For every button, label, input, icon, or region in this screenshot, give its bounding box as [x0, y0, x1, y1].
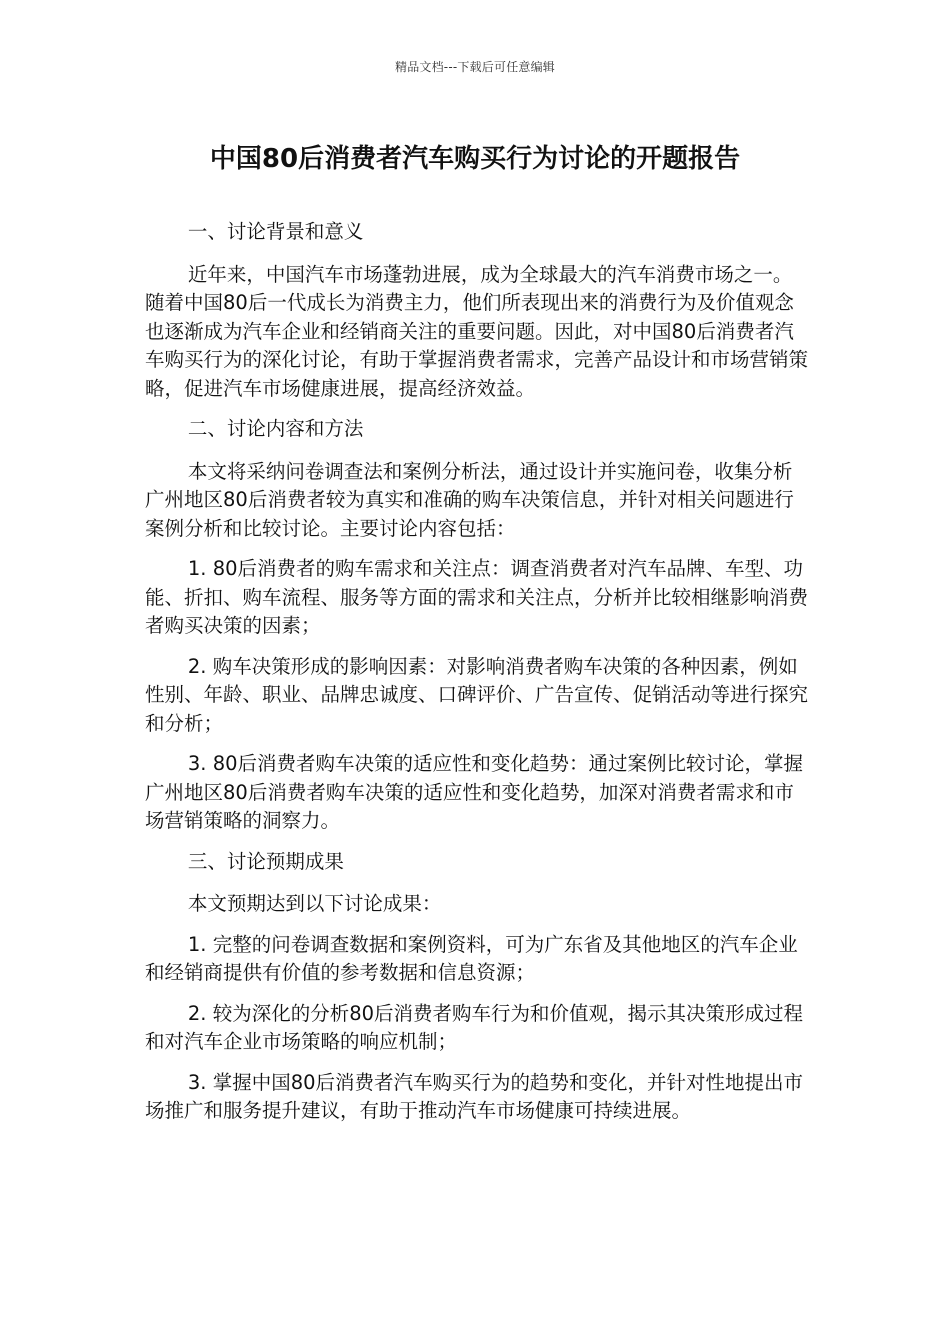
header-note: 精品文档---下载后可任意编辑 [395, 60, 555, 74]
list-item-result-3: 3. 掌握中国80后消费者汽车购买行为的趋势和变化，并针对性地提出市场推广和服务提升建议，有助于推动汽车市场健康可持续进展。 [145, 1070, 804, 1122]
paragraph-background: 近年来，中国汽车市场蓬勃进展，成为全球最大的汽车消费市场之一。随着中国80后一代成长为消费主力，他们所表现出来的消费行为及价值观念也逐渐成为汽车企业和经销商关注的重要问题。因此，对中国80后消费者汽车购买行为的深化讨论，有助于掌握消费者需求，完善产品设计和市场营销策略，促进汽车市场健康进展，提高经济效益。 [145, 262, 809, 400]
document-title: 中国80后消费者汽车购买行为讨论的开题报告 [209, 144, 741, 174]
document-body [145, 218, 810, 1138]
list-item-content-1: 1. 80后消费者的购车需求和关注点：调查消费者对汽车品牌、车型、功能、折扣、购车流程、服务等方面的需求和关注点，分析并比较相继影响消费者购买决策的因素； [145, 557, 809, 637]
list-item-result-2: 2. 较为深化的分析80后消费者购车行为和价值观，揭示其决策形成过程和对汽车企业市场策略的响应机制； [145, 1001, 804, 1053]
paragraph-method: 本文将采纳问卷调查法和案例分析法，通过设计并实施问卷，收集分析广州地区80后消费者较为真实和准确的购车决策信息，并针对相关问题进行案例分析和比较讨论。主要讨论内容包括： [145, 459, 794, 540]
list-item-content-2: 2. 购车决策形成的影响因素：对影响消费者购车决策的各种因素，例如性别、年龄、职业、品牌忠诚度、口碑评价、广告宣传、促销活动等进行探究和分析； [145, 654, 809, 735]
section-heading-background: 一、讨论背景和意义 [187, 220, 364, 243]
list-item-result-1: 1. 完整的问卷调查数据和案例资料，可为广东省及其他地区的汽车企业和经销商提供有价值的参考数据和信息资源； [145, 932, 798, 984]
paragraph-expected-intro: 本文预期达到以下讨论成果： [187, 892, 442, 915]
section-heading-expected-results: 三、讨论预期成果 [187, 849, 344, 873]
section-heading-content-method: 二、讨论内容和方法 [187, 417, 364, 440]
list-item-content-3: 3. 80后消费者购车决策的适应性和变化趋势：通过案例比较讨论，掌握广州地区80后消费者购车决策的适应性和变化趋势，加深对消费者需求和市场营销策略的洞察力。 [145, 752, 804, 832]
